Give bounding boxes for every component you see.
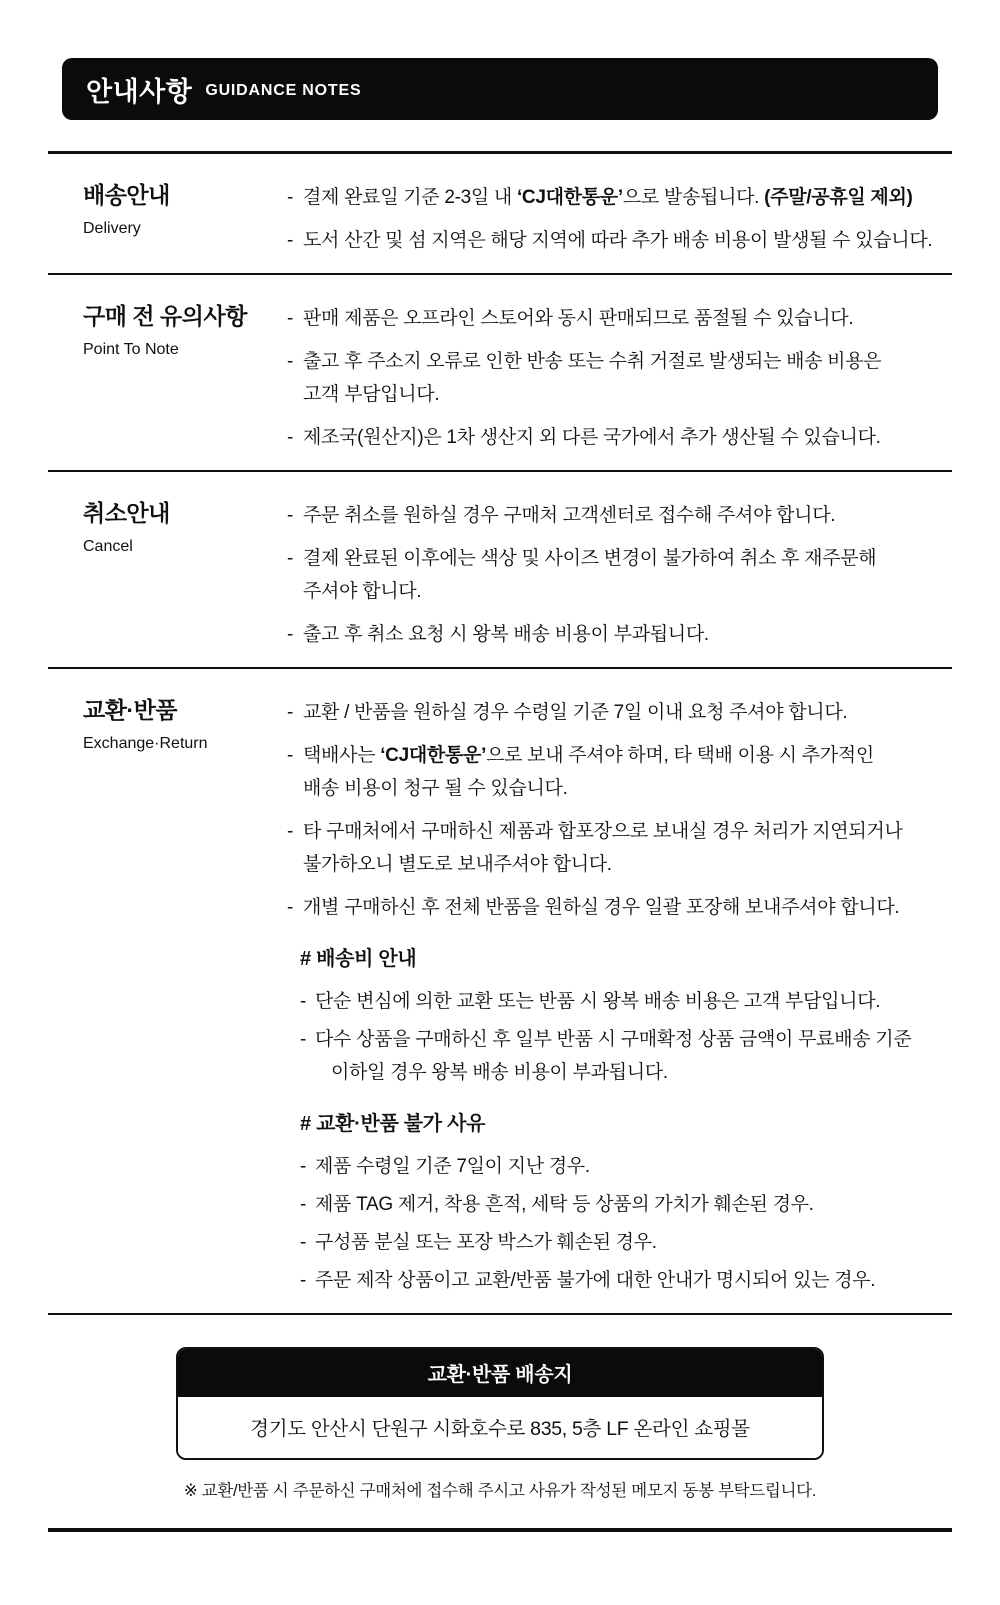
bullet-text: 교환 / 반품을 원하실 경우 수령일 기준 7일 이내 요청 주셔야 합니다. [303,702,848,723]
bullet-item [287,891,952,924]
bullet-text: 구성품 분실 또는 포장 박스가 훼손된 경우. [315,1232,657,1253]
bullet-text: 타 구매처에서 구매하신 제품과 합포장으로 보내실 경우 처리가 지연되거나 [303,821,903,842]
bullet-item [287,739,952,772]
section-title: 구매 전 유의사항 [83,303,247,329]
section-label [83,302,287,454]
subsection-heading: # 교환·반품 불가 사유 [300,1113,486,1135]
footnote: ※ 교환/반품 시 주문하신 구매처에 접수해 주시고 사유가 작성된 메모지 동봉 부탁드립니다. [183,1482,817,1500]
section-subtitle: Delivery [83,220,141,237]
bullet-dash-icon: - [300,1232,307,1253]
bullet-text: 도서 산간 및 섬 지역은 해당 지역에 따라 추가 배송 비용이 발생될 수 있습니다. [303,230,933,251]
bullet-dash-icon: - [300,1194,307,1215]
bullet-text: 개별 구매하신 후 전체 반품을 원하실 경우 일괄 포장해 보내주셔야 합니다. [303,897,900,918]
section-subtitle: Point To Note [83,341,179,358]
bullet-continuation: 불가하오니 별도로 보내주셔야 합니다. [303,854,612,875]
bullet-text: 출고 후 취소 요청 시 왕복 배송 비용이 부과됩니다. [303,624,709,645]
section-cancel [48,472,952,667]
section-label [83,499,287,651]
bullet-item [300,985,952,1018]
bullet-dash-icon: - [287,745,294,766]
section-content [287,499,952,651]
bullet-dash-icon: - [300,991,307,1012]
bullet-item [287,345,952,378]
bullet-dash-icon: - [287,351,294,372]
section-subtitle: Cancel [83,538,133,555]
bullet-item [287,815,952,848]
return-address-box-title: 교환·반품 배송지 [178,1349,822,1397]
section-title: 배송안내 [83,182,170,208]
section-subtitle: Exchange·Return [83,735,208,752]
divider-bottom [48,1528,952,1532]
bullet-continuation: 이하일 경우 왕복 배송 비용이 부과됩니다. [331,1062,668,1083]
bullet-item [300,1226,952,1259]
section-content [287,181,952,257]
section-content [287,696,952,1297]
section-title: 취소안내 [83,500,170,526]
subsection-heading: # 배송비 안내 [300,948,417,970]
section-point-to-note [48,275,952,470]
divider [48,1313,952,1315]
return-address: 경기도 안산시 단원구 시화호수로 835, 5층 LF 온라인 쇼핑몰 [178,1397,822,1458]
bullet-item [287,181,952,214]
bullet-text: 제품 수령일 기준 7일이 지난 경우. [315,1156,590,1177]
bullet-dash-icon: - [300,1029,307,1050]
bullet-item [287,696,952,729]
bullet-text: 제품 TAG 제거, 착용 흔적, 세탁 등 상품의 가치가 훼손된 경우. [315,1194,814,1215]
bullet-continuation: 고객 부담입니다. [303,384,440,405]
bullet-text: 결제 완료된 이후에는 색상 및 사이즈 변경이 불가하여 취소 후 재주문해 [303,548,877,569]
bullet-dash-icon: - [300,1270,307,1291]
bullet-text: 판매 제품은 오프라인 스토어와 동시 판매되므로 품절될 수 있습니다. [303,308,854,329]
bullet-dash-icon: - [287,505,294,526]
bullet-text: 출고 후 주소지 오류로 인한 반송 또는 수취 거절로 발생되는 배송 비용은 [303,351,882,372]
section-header-bar [62,58,938,120]
bullet-text: 주문 취소를 원하실 경우 구매처 고객센터로 접수해 주셔야 합니다. [303,505,836,526]
section-delivery [48,154,952,273]
bullet-text: 주문 제작 상품이고 교환/반품 불가에 대한 안내가 명시되어 있는 경우. [315,1270,876,1291]
bullet-dash-icon: - [287,230,294,251]
return-address-box [176,1347,824,1460]
bullet-dash-icon: - [287,624,294,645]
bullet-dash-icon: - [287,308,294,329]
bullet-dash-icon: - [287,821,294,842]
bullet-item [287,618,952,651]
bullet-item [300,1023,952,1056]
section-label [83,696,287,1297]
bullet-item [287,499,952,532]
bullet-item [287,421,952,454]
bullet-continuation: 배송 비용이 청구 될 수 있습니다. [303,778,568,799]
bullet-item [287,542,952,575]
bullet-dash-icon: - [287,187,294,208]
bullet-dash-icon: - [287,548,294,569]
section-label [83,181,287,257]
bullet-dash-icon: - [287,897,294,918]
section-exchange-return [48,669,952,1313]
section-title: 교환·반품 [83,697,178,723]
bullet-item [300,1150,952,1183]
bullet-item [287,302,952,335]
bullet-dash-icon: - [287,702,294,723]
guidance-notes-page [0,58,1000,1532]
bullet-dash-icon: - [300,1156,307,1177]
bullet-text: 단순 변심에 의한 교환 또는 반품 시 왕복 배송 비용은 고객 부담입니다. [315,991,881,1012]
bullet-dash-icon: - [287,427,294,448]
bullet-item [300,1264,952,1297]
section-content [287,302,952,454]
bullet-item [300,1188,952,1221]
bullet-item [287,224,952,257]
bullet-text: 결제 완료일 기준 2-3일 내 ‘CJ대한통운’으로 발송됩니다. (주말/공휴일 제외) [303,187,913,208]
bullet-continuation: 주셔야 합니다. [303,581,422,602]
bullet-text: 택배사는 ‘CJ대한통운’으로 보내 주셔야 하며, 타 택배 이용 시 추가적인 [303,745,874,766]
page-title: 안내사항 [86,76,193,107]
bullet-text: 다수 상품을 구매하신 후 일부 반품 시 구매확정 상품 금액이 무료배송 기준 [315,1029,912,1050]
page-title-english: GUIDANCE NOTES [205,82,362,99]
bullet-text: 제조국(원산지)은 1차 생산지 외 다른 국가에서 추가 생산될 수 있습니다. [303,427,881,448]
